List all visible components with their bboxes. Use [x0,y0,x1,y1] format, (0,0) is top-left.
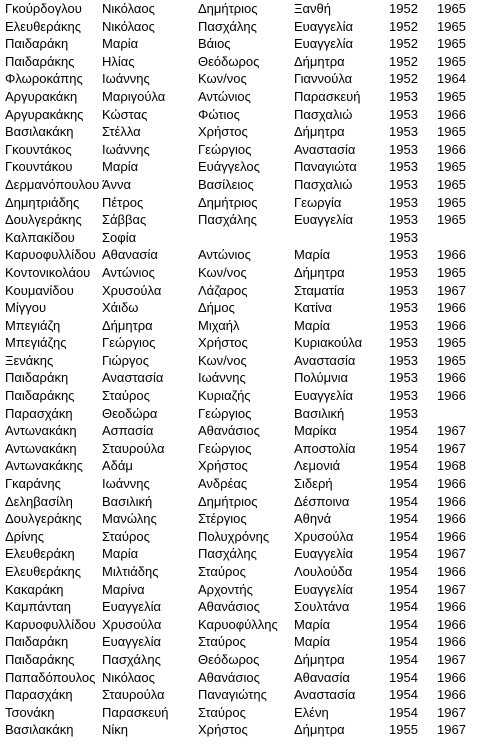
first-name-cell: Αδάμ [102,458,133,474]
table-row [0,440,499,458]
surname-cell: Γκούρδογλου [5,1,82,16]
year-cell: 1965 [437,335,466,351]
father-name-cell: Κυριαζής [198,388,251,404]
year-cell: 1966 [437,493,466,509]
father-name-cell: Γεώργιος [198,440,252,456]
surname-cell: Μπεγιάζη [5,317,61,333]
father-name-cell: Λάζαρος [198,282,248,298]
birth-year-cell: 1953 [389,317,418,333]
father-name-cell: Αθανάσιος [198,423,260,439]
birth-year-cell: 1952 [389,18,418,34]
surname-cell: Ελευθεράκης [5,18,82,34]
first-name-cell: Μαρία [102,159,139,175]
year-cell: 1965 [437,88,466,104]
mother-name-cell: Ξανθή [294,1,331,16]
mother-name-cell: Ελένη [294,704,329,720]
father-name-cell: Ιωάννης [198,370,246,386]
table-row [0,475,499,493]
birth-year-cell: 1954 [389,440,418,456]
year-cell: 1965 [437,36,466,52]
year-cell: 1967 [437,282,466,298]
table-row [0,633,499,651]
father-name-cell: Αθανάσιος [198,669,260,685]
father-name-cell: Πασχάλης [198,546,257,562]
table-row [0,53,499,71]
mother-name-cell: Λεμονιά [294,458,341,474]
birth-year-cell: 1953 [389,212,418,228]
mother-name-cell: Δήμητρα [294,53,345,69]
mother-name-cell: Ευαγγελία [294,388,353,404]
table-row [0,211,499,229]
surname-cell: Δερμανόπουλου [5,176,100,192]
first-name-cell: Μαρία [102,36,139,52]
table-row [0,669,499,687]
father-name-cell: Πασχάλης [198,212,257,228]
first-name-cell: Νικόλαος [102,669,155,685]
table-row [0,422,499,440]
father-name-cell: Αρχοντής [198,581,253,597]
mother-name-cell: Μαρία [294,317,331,333]
mother-name-cell: Αναστασία [294,352,356,368]
birth-year-cell: 1954 [389,634,418,650]
first-name-cell: Δήμητρα [102,317,153,333]
first-name-cell: Χάιδω [102,300,139,316]
surname-cell: Ελευθεράκη [5,546,75,562]
first-name-cell: Άννα [102,176,131,192]
father-name-cell: Σταύρος [198,704,246,720]
surname-cell: Βασιλακάκη [5,722,74,738]
father-name-cell: Πολυχρόνης [198,528,270,544]
table-row [0,229,499,247]
year-cell: 1966 [437,388,466,404]
table-row [0,282,499,300]
table-row [0,598,499,616]
father-name-cell: Θεόδωρος [198,53,260,69]
table-row [0,704,499,722]
first-name-cell: Ιωάννης [102,71,150,87]
birth-year-cell: 1954 [389,476,418,492]
birth-year-cell: 1953 [389,88,418,104]
father-name-cell: Βασίλειος [198,176,254,192]
birth-year-cell: 1954 [389,493,418,509]
year-cell: 1965 [437,264,466,280]
surname-cell: Δεληβασίλη [5,493,73,509]
first-name-cell: Ιωάννης [102,141,150,157]
year-cell: 1965 [437,124,466,140]
surname-cell: Ελευθεράκης [5,564,82,579]
mother-name-cell: Πολύμνια [294,370,349,386]
year-cell: 1965 [437,1,466,16]
father-name-cell: Παναγιώτης [198,687,267,703]
surname-cell: Γκουντάκος [5,141,72,157]
year-cell: 1965 [437,53,466,69]
birth-year-cell: 1953 [389,388,418,404]
year-cell: 1967 [437,722,466,738]
year-cell: 1964 [437,71,466,87]
birth-year-cell: 1954 [389,669,418,685]
surname-cell: Παιδαράκη [5,634,69,650]
table-row [0,18,499,36]
mother-name-cell: Γεωργία [294,194,342,210]
year-cell: 1967 [437,581,466,597]
mother-name-cell: Σουλτάνα [294,599,350,615]
mother-name-cell: Πασχαλιώ [294,106,353,122]
table-row [0,721,499,739]
table-row [0,334,499,352]
surname-cell: Παρασχάκη [5,405,73,421]
father-name-cell: Δημήτριος [198,493,258,509]
mother-name-cell: Λουλούδα [294,564,353,579]
surname-cell: Καρυοφυλλίδου [5,616,96,632]
first-name-cell: Βασιλική [102,493,153,509]
birth-year-cell: 1952 [389,36,418,52]
mother-name-cell: Ευαγγελία [294,36,353,52]
surname-cell: Δουλγεράκης [5,212,82,228]
surname-cell: Καμπάνταη [5,599,72,615]
mother-name-cell: Δήμητρα [294,124,345,140]
surname-cell: Γκουντάκου [5,159,73,175]
birth-year-cell: 1954 [389,564,418,579]
year-cell: 1965 [437,212,466,228]
mother-name-cell: Κατίνα [294,300,333,316]
year-cell: 1965 [437,176,466,192]
birth-year-cell: 1953 [389,194,418,210]
surname-cell: Βασιλακάκη [5,124,74,140]
mother-name-cell: Μαρία [294,247,331,263]
birth-year-cell: 1953 [389,106,418,122]
table-row [0,0,499,18]
table-row [0,369,499,387]
table-row [0,651,499,669]
first-name-cell: Χρυσούλα [102,282,162,298]
birth-year-cell: 1953 [389,141,418,157]
table-row [0,387,499,405]
year-cell: 1966 [437,141,466,157]
surname-cell: Αργυρακάκη [5,88,78,104]
birth-year-cell: 1953 [389,264,418,280]
first-name-cell: Μαρίνα [102,581,145,597]
table-row [0,194,499,212]
year-cell: 1966 [437,300,466,316]
birth-year-cell: 1953 [389,300,418,316]
birth-year-cell: 1953 [389,370,418,386]
year-cell: 1966 [437,370,466,386]
first-name-cell: Σταύρος [102,388,150,404]
surname-cell: Αντωνακάκη [5,440,77,456]
table-row [0,457,499,475]
surname-cell: Αντωνακάκης [5,458,83,474]
year-cell: 1965 [437,18,466,34]
surname-cell: Παιδαράκης [5,53,75,69]
year-cell: 1966 [437,476,466,492]
surname-cell: Παιδαράκης [5,651,75,667]
father-name-cell: Κων/νος [198,71,247,87]
surname-cell: Καλπακίδου [5,229,75,245]
surname-cell: Κακαράκη [5,581,64,597]
year-cell: 1966 [437,247,466,263]
surname-cell: Τσονάκη [5,704,55,720]
birth-year-cell: 1954 [389,423,418,439]
first-name-cell: Νίκη [102,722,129,738]
mother-name-cell: Αναστασία [294,687,356,703]
birth-year-cell: 1952 [389,71,418,87]
first-name-cell: Παρασκευή [102,704,169,720]
mother-name-cell: Βασιλική [294,405,345,421]
table-row [0,352,499,370]
surname-cell: Παρασχάκη [5,687,73,703]
birth-year-cell: 1953 [389,247,418,263]
first-name-cell: Κώστας [102,106,148,122]
first-name-cell: Αντώνιος [102,264,155,280]
year-cell: 1966 [437,599,466,615]
first-name-cell: Πέτρος [102,194,144,210]
mother-name-cell: Ευαγγελία [294,212,353,228]
mother-name-cell: Αναστασία [294,141,356,157]
mother-name-cell: Μαρία [294,616,331,632]
mother-name-cell: Παρασκευή [294,88,361,104]
surname-cell: Παιδαράκης [5,388,75,404]
mother-name-cell: Αποστολία [294,440,356,456]
first-name-cell: Χρυσούλα [102,616,162,632]
birth-year-cell: 1952 [389,1,418,16]
surname-cell: Δουλγεράκης [5,511,82,527]
table-row [0,246,499,264]
surname-cell: Παπαδόπουλος [5,669,96,685]
year-cell: 1965 [437,352,466,368]
father-name-cell: Αθανάσιος [198,599,260,615]
surname-cell: Ξενάκης [5,352,54,368]
surname-cell: Καρυοφυλλίδου [5,247,96,263]
first-name-cell: Γιώργος [102,352,150,368]
father-name-cell: Αντώνιος [198,247,251,263]
first-name-cell: Ευαγγελία [102,634,161,650]
surname-cell: Κοντονικολάου [5,264,91,280]
first-name-cell: Νικόλαος [102,1,155,16]
father-name-cell: Θεόδωρος [198,651,260,667]
first-name-cell: Στέλλα [102,124,141,140]
first-name-cell: Σοφία [102,229,137,245]
birth-year-cell: 1952 [389,53,418,69]
surname-cell: Μπεγιάζης [5,335,67,351]
birth-year-cell: 1954 [389,511,418,527]
father-name-cell: Φώτιος [198,106,240,122]
year-cell: 1967 [437,440,466,456]
year-cell: 1965 [437,159,466,175]
birth-year-cell: 1954 [389,599,418,615]
father-name-cell: Δήμος [198,300,235,316]
father-name-cell: Αντώνιος [198,88,251,104]
father-name-cell: Ευάγγελος [198,159,260,175]
surname-cell: Δρίνης [5,528,44,544]
year-cell: 1967 [437,546,466,562]
first-name-cell: Σταυρούλα [102,687,165,703]
father-name-cell: Δημήτριος [198,194,258,210]
table-row [0,493,499,511]
first-name-cell: Σάββας [102,212,147,228]
birth-year-cell: 1953 [389,159,418,175]
father-name-cell: Χρήστος [198,124,248,140]
birth-year-cell: 1953 [389,176,418,192]
year-cell: 1966 [437,528,466,544]
table-row [0,510,499,528]
table-row [0,545,499,563]
table-row [0,70,499,88]
table-row [0,123,499,141]
father-name-cell: Πασχάλης [198,18,257,34]
birth-year-cell: 1953 [389,124,418,140]
year-cell: 1966 [437,317,466,333]
table-row [0,686,499,704]
first-name-cell: Μαριγούλα [102,88,166,104]
surname-cell: Γκαράνης [5,476,61,492]
father-name-cell: Σταύρος [198,564,246,579]
birth-year-cell: 1954 [389,528,418,544]
table-row [0,405,499,423]
year-cell: 1968 [437,458,466,474]
first-name-cell: Ιωάννης [102,476,150,492]
birth-year-cell: 1953 [389,352,418,368]
father-name-cell: Δημήτριος [198,1,258,16]
year-cell: 1966 [437,106,466,122]
mother-name-cell: Κυριακούλα [294,335,363,351]
mother-name-cell: Χρυσούλα [294,528,354,544]
year-cell: 1967 [437,423,466,439]
mother-name-cell: Δήμητρα [294,651,345,667]
mother-name-cell: Ευαγγελία [294,18,353,34]
first-name-cell: Γεώργιος [102,335,156,351]
year-cell: 1966 [437,687,466,703]
mother-name-cell: Δήμητρα [294,264,345,280]
year-cell: 1966 [437,634,466,650]
surname-cell: Φλωροκάπης [5,71,83,87]
table-row [0,317,499,335]
mother-name-cell: Αθανασία [294,669,350,685]
father-name-cell: Βάιος [198,36,231,52]
mother-name-cell: Δήμητρα [294,722,345,738]
first-name-cell: Νικόλαος [102,18,155,34]
table-row [0,141,499,159]
mother-name-cell: Μαρίκα [294,423,337,439]
first-name-cell: Αναστασία [102,370,164,386]
mother-name-cell: Σταματία [294,282,345,298]
table-row [0,176,499,194]
table-row [0,35,499,53]
birth-year-cell: 1954 [389,616,418,632]
table-row [0,88,499,106]
birth-year-cell: 1954 [389,687,418,703]
father-name-cell: Σταύρος [198,634,246,650]
mother-name-cell: Παναγιώτα [294,159,357,175]
mother-name-cell: Ευαγγελία [294,581,353,597]
father-name-cell: Κων/νος [198,352,247,368]
birth-year-cell: 1953 [389,229,418,245]
first-name-cell: Σταύρος [102,528,150,544]
table-row [0,264,499,282]
year-cell: 1967 [437,704,466,720]
surname-cell: Αντωνακάκη [5,423,77,439]
surname-cell: Αργυρακάκης [5,106,84,122]
table-row [0,528,499,546]
birth-year-cell: 1953 [389,405,418,421]
year-cell: 1966 [437,669,466,685]
father-name-cell: Χρήστος [198,335,248,351]
year-cell: 1967 [437,651,466,667]
father-name-cell: Γεώργιος [198,405,252,421]
birth-year-cell: 1954 [389,581,418,597]
birth-year-cell: 1954 [389,458,418,474]
father-name-cell: Κων/νος [198,264,247,280]
year-cell: 1966 [437,511,466,527]
father-name-cell: Γεώργιος [198,141,252,157]
table-row [0,299,499,317]
mother-name-cell: Μαρία [294,634,331,650]
surname-cell: Μίγγου [5,300,47,316]
birth-year-cell: 1954 [389,546,418,562]
first-name-cell: Ηλίας [102,53,135,69]
first-name-cell: Μανώλης [102,511,157,527]
table-row [0,106,499,124]
birth-year-cell: 1953 [389,335,418,351]
mother-name-cell: Πασχαλιώ [294,176,353,192]
table-row [0,158,499,176]
first-name-cell: Πασχάλης [102,651,161,667]
birth-year-cell: 1955 [389,722,418,738]
first-name-cell: Ασπασία [102,423,154,439]
mother-name-cell: Ευαγγελία [294,546,353,562]
first-name-cell: Μιλτιάδης [102,564,159,579]
father-name-cell: Στέργιος [198,511,247,527]
birth-year-cell: 1953 [389,282,418,298]
surname-cell: Δημητριάδης [5,194,80,210]
father-name-cell: Ανδρέας [198,476,248,492]
table-row [0,581,499,599]
table-row [0,616,499,634]
surname-cell: Παιδαράκη [5,370,69,386]
father-name-cell: Χρήστος [198,722,248,738]
mother-name-cell: Δέσποινα [294,493,350,509]
father-name-cell: Μιχαήλ [198,317,240,333]
year-cell: 1966 [437,616,466,632]
mother-name-cell: Αθηνά [294,511,332,527]
surname-cell: Παιδαράκη [5,36,69,52]
surname-cell: Κουμανίδου [5,282,74,298]
mother-name-cell: Σιδερή [294,476,333,492]
father-name-cell: Χρήστος [198,458,248,474]
year-cell: 1966 [437,564,466,579]
first-name-cell: Θεοδώρα [102,405,158,421]
year-cell: 1965 [437,194,466,210]
first-name-cell: Ευαγγελία [102,599,161,615]
first-name-cell: Αθανασία [102,247,158,263]
first-name-cell: Μαρία [102,546,139,562]
birth-year-cell: 1954 [389,704,418,720]
first-name-cell: Σταυρούλα [102,440,165,456]
father-name-cell: Καρυοφύλλης [198,616,278,632]
birth-year-cell: 1954 [389,651,418,667]
mother-name-cell: Γιαννούλα [294,71,353,87]
table-row [0,563,499,581]
